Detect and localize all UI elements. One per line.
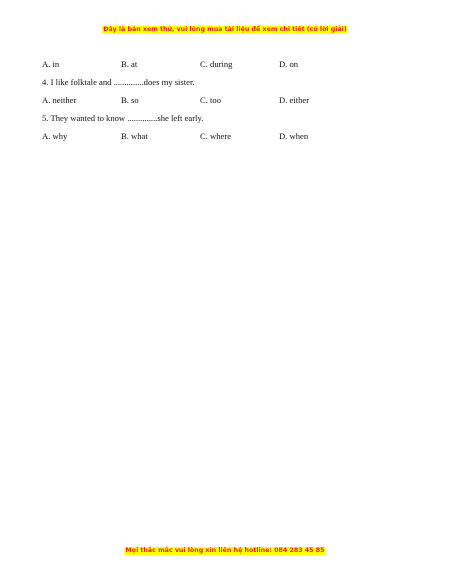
options-row-q4 <box>42 91 422 109</box>
option-d: D. on <box>279 59 299 69</box>
option-d: D. either <box>279 95 310 105</box>
option-b: B. at <box>121 59 138 69</box>
option-c: C. too <box>200 95 222 105</box>
option-c: C. where <box>200 131 232 141</box>
option-c: C. during <box>200 59 233 69</box>
option-a: A. neither <box>42 95 77 105</box>
preview-notice-banner: Đây là bản xem thử, vui lòng mua tài liệu để xem chi tiết (có lời giải) <box>103 26 347 33</box>
option-b: B. so <box>121 95 139 105</box>
question-5: 5. They wanted to know ..............she left early. <box>42 113 204 123</box>
option-d: D. when <box>279 131 309 141</box>
question-4: 4. I like folktale and ..............does my sister. <box>42 77 195 87</box>
option-b: B. what <box>121 131 148 141</box>
option-a: A. why <box>42 131 68 141</box>
option-a: A. in <box>42 59 60 69</box>
exercise-content <box>42 55 422 145</box>
options-row-q3 <box>42 55 422 73</box>
hotline-notice-banner: Mọi thắc mắc vui lòng xin liên hệ hotline: 084 283 45 85 <box>125 547 325 554</box>
options-row-q5 <box>42 127 422 145</box>
